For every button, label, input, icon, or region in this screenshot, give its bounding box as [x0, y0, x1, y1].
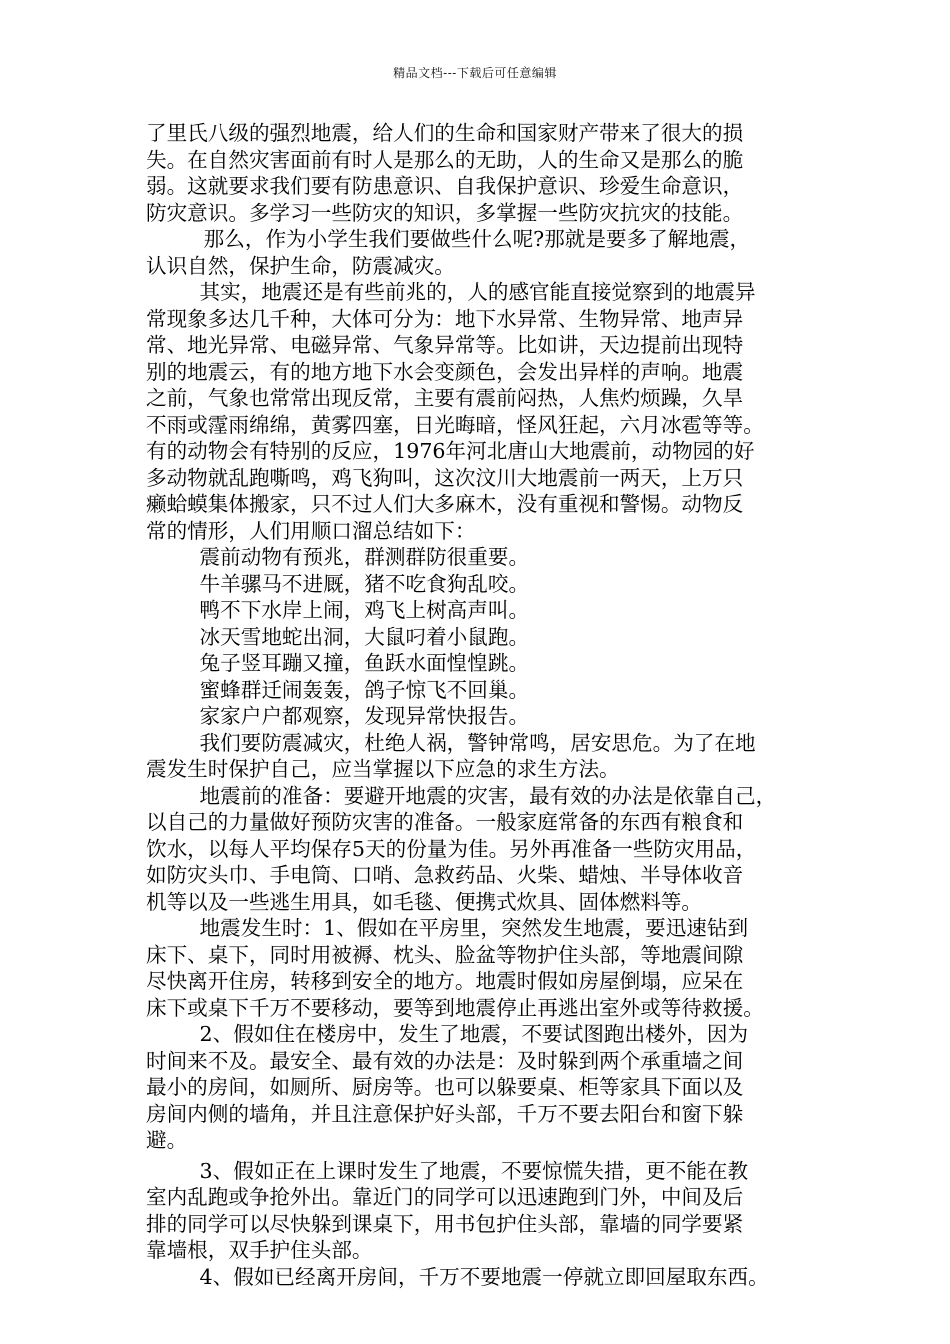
page-header: 精品文档---下载后可任意编辑: [393, 66, 557, 80]
text-line: 常的情形，人们用顺口溜总结如下：: [146, 518, 476, 543]
text-line: 了里氏八级的强烈地震，给人们的生命和国家财产带来了很大的损: [146, 121, 744, 145]
text-line: 我们要防震减灾，杜绝人祸，警钟常鸣，居安思危。为了在地: [199, 730, 756, 755]
text-line: 震发生时保护自己，应当掌握以下应急的求生方法。: [146, 757, 620, 781]
text-line: 地震发生时：1、假如在平房里，突然发生地震，要迅速钻到: [199, 916, 749, 940]
text-line: 鸭不下水岸上闹，鸡飞上树高声叫。: [199, 598, 530, 622]
text-line: 靠墙根，双手护住头部。: [146, 1238, 373, 1262]
text-line: 有的动物会有特别的反应，1976年河北唐山大地震前，动物园的好: [146, 439, 755, 463]
document-body: [146, 120, 826, 1290]
text-line: 防灾意识。多学习一些防灾的知识，多掌握一些防灾抗灾的技能。: [146, 200, 744, 225]
text-line: 牛羊骡马不进厩，猪不吃食狗乱咬。: [199, 571, 530, 596]
text-line: 多动物就乱跑嘶鸣，鸡飞狗叫，这次汶川大地震前一两天，上万只: [146, 465, 744, 490]
text-line: 避。: [146, 1128, 188, 1152]
text-line: 不雨或霪雨绵绵，黄雾四塞，日光晦暗，怪风狂起，六月冰雹等等。: [146, 412, 764, 437]
text-line: 地震前的准备：要避开地震的灾害，最有效的办法是依靠自己，: [199, 783, 777, 808]
text-line: 常现象多达几千种，大体可分为：地下水异常、生物异常、地声异: [146, 306, 744, 331]
text-line: 那么，作为小学生我们要做些什么呢?那就是要多了解地震，: [203, 227, 751, 251]
text-line: 机等以及一些逃生用具，如毛毯、便携式炊具、固体燃料等。: [146, 889, 703, 914]
text-line: 床下或桌下千万不要移动，要等到地震停止再逃出室外或等待救援。: [146, 995, 764, 1020]
text-line: 蜜蜂群迁闹轰轰，鸽子惊飞不回巢。: [199, 677, 530, 702]
text-line: 最小的房间，如厕所、厨房等。也可以躲要桌、柜等家具下面以及: [146, 1075, 744, 1099]
text-line: 常、地光异常、电磁异常、气象异常等。比如讲，天边提前出现特: [146, 333, 744, 357]
text-line: 失。在自然灾害面前有时人是那么的无助，人的生命又是那么的脆: [146, 147, 744, 172]
text-line: 房间内侧的墙角，并且注意保护好头部，千万不要去阳台和窗下躲: [146, 1101, 744, 1126]
text-line: 以自己的力量做好预防灾害的准备。一般家庭常备的东西有粮食和: [146, 810, 744, 834]
text-line: 4、假如已经离开房间，千万不要地震一停就立即回屋取东西。: [199, 1264, 769, 1289]
text-line: 冰天雪地蛇出洞，大鼠叼着小鼠跑。: [199, 624, 530, 649]
text-line: 室内乱跑或争抢外出。靠近门的同学可以迅速跑到门外，中间及后: [146, 1185, 744, 1209]
text-line: 之前，气象也常常出现反常，主要有震前闷热，人焦灼烦躁，久旱: [146, 386, 744, 410]
text-line: 时间来不及。最安全、最有效的办法是：及时躲到两个承重墙之间: [146, 1048, 744, 1073]
text-line: 尽快离开住房，转移到安全的地方。地震时假如房屋倒塌，应呆在: [146, 969, 744, 993]
text-line: 排的同学可以尽快躲到课桌下，用书包护住头部，靠墙的同学要紧: [146, 1211, 744, 1236]
text-line: 家家户户都观察，发现异常快报告。: [199, 704, 530, 728]
text-line: 弱。这就要求我们要有防患意识、自我保护意识、珍爱生命意识，: [146, 174, 744, 198]
text-line: 别的地震云，有的地方地下水会变颜色，会发出异样的声响。地震: [146, 359, 744, 384]
text-line: 如防灾头巾、手电筒、口哨、急救药品、火柴、蜡烛、半导体收音: [146, 863, 744, 887]
text-line: 震前动物有预兆，群测群防很重要。: [199, 545, 530, 569]
text-line: 其实，地震还是有些前兆的，人的感官能直接觉察到的地震异: [199, 280, 756, 304]
text-line: 床下、桌下，同时用被褥、枕头、脸盆等物护住头部，等地震间隙: [146, 942, 744, 967]
text-line: 饮水，以每人平均保存5天的份量为佳。另外再准备一些防灾用品，: [146, 836, 757, 861]
text-line: 2、假如住在楼房中，发生了地震，不要试图跑出楼外，因为: [199, 1022, 749, 1046]
text-line: 3、假如正在上课时发生了地震，不要惊慌失措，更不能在教: [199, 1158, 749, 1183]
text-line: 兔子竖耳蹦又撞，鱼跃水面惶惶跳。: [199, 651, 530, 675]
text-line: 癞蛤蟆集体搬家，只不过人们大多麻木，没有重视和警惕。动物反: [146, 492, 744, 516]
text-line: 认识自然，保护生命，防震减灾。: [146, 253, 455, 278]
